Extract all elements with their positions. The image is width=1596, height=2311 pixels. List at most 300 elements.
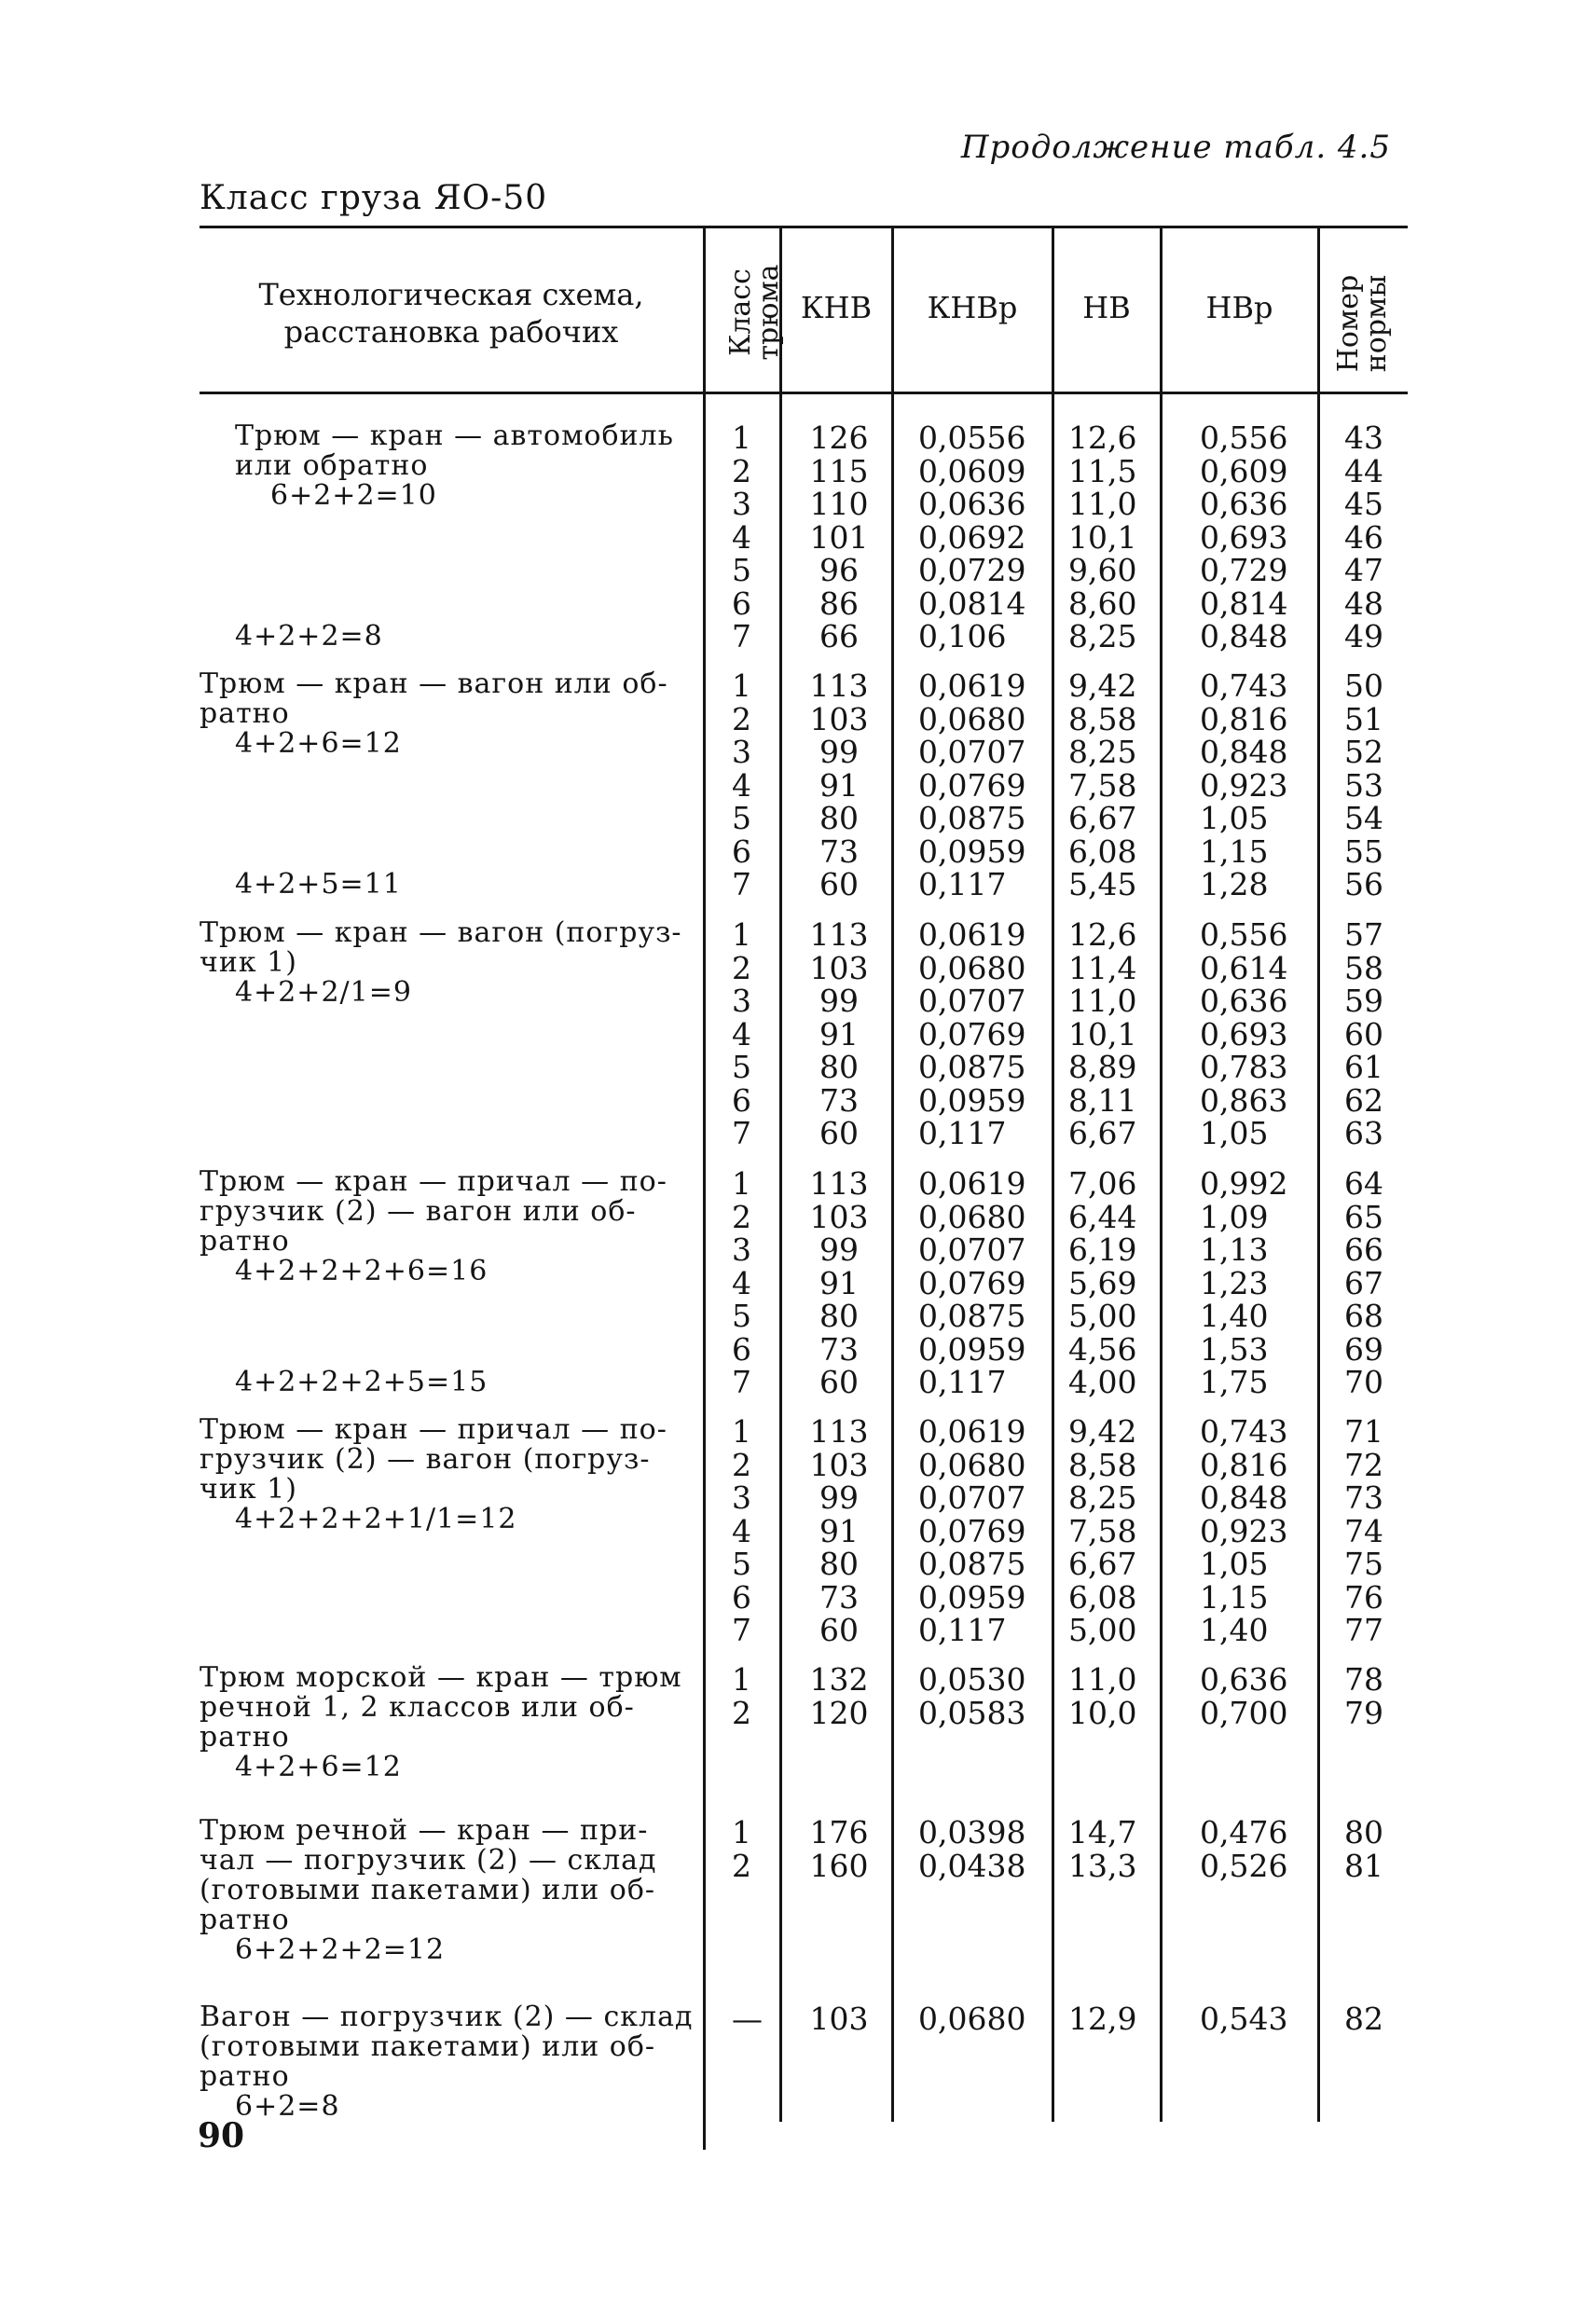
cell-hold-class: 7 [732,1612,751,1648]
scheme-line: (готовыми пакетами) или об- [200,2030,656,2063]
cell-knv-p: 0,0619 [918,916,1026,953]
cell-nv-p: 0,693 [1200,1015,1288,1052]
cell-norm-number: 54 [1344,800,1383,836]
cell-knv: 60 [819,1364,859,1400]
cell-knv-p: 0,0814 [918,585,1026,622]
cell-knv: 80 [819,1049,859,1085]
cell-knv: 60 [819,1115,859,1151]
cell-knv-p: 0,0875 [918,1546,1026,1582]
cell-knv: 99 [819,734,859,770]
cell-knv: 160 [809,1847,869,1884]
cell-hold-class: 6 [732,1578,751,1616]
cell-norm-number: 71 [1344,1413,1383,1450]
cell-knv: 80 [819,1546,859,1582]
table-row [0,1446,1596,1483]
cell-knv-p: 0,0556 [918,420,1026,456]
cell-norm-number: 63 [1344,1115,1383,1151]
cell-norm-number: 52 [1344,734,1383,770]
cell-knv-p: 0,0875 [918,800,1026,836]
cell-nv: 6,67 [1068,1546,1137,1582]
cell-hold-class: 4 [732,1264,751,1301]
cell-knv-p: 0,0769 [918,1015,1026,1052]
scheme-line: 6+2+2=10 [270,479,437,512]
table-row [0,1578,1596,1616]
cell-hold-class: 6 [732,832,751,870]
cell-norm-number: 67 [1344,1264,1383,1301]
table-row [0,1816,1596,1850]
cell-hold-class: 4 [732,766,751,804]
cell-knv-p: 0,117 [918,1612,1007,1648]
cell-norm-number: 43 [1344,420,1383,456]
cell-knv-p: 0,117 [918,1364,1007,1400]
scheme-line: чик 1) [200,946,297,979]
table-row [0,1847,1596,1884]
table-row [0,1366,1596,1399]
cell-nv: 7,58 [1068,766,1137,804]
cell-nv: 8,25 [1068,734,1137,770]
cell-norm-number: 69 [1344,1330,1383,1368]
cell-norm-number: 46 [1344,518,1383,556]
cell-norm-number: 77 [1344,1612,1383,1648]
cell-knv: 60 [819,1612,859,1648]
cell-knv: 60 [819,866,859,902]
scheme-line: 6+2=8 [235,2090,340,2123]
cell-nv-p: 0,700 [1200,1694,1288,1731]
table-row [0,452,1596,489]
cell-knv-p: 0,0707 [918,1479,1026,1516]
scheme-line: чик 1) [200,1473,297,1506]
cell-hold-class: 5 [732,552,751,588]
scheme-alt-formula: 4+2+5=11 [235,868,402,901]
cell-nv-p: 0,743 [1200,1413,1288,1450]
cell-knv-p: 0,0636 [918,486,1026,522]
cell-knv-p: 0,0729 [918,552,1026,588]
cell-nv: 8,25 [1068,1479,1137,1516]
cell-nv-p: 1,13 [1200,1231,1269,1268]
table-row [0,1694,1596,1731]
cell-nv-p: 1,15 [1200,832,1269,870]
cell-knv-p: 0,0609 [918,452,1026,489]
table-row [0,2002,1596,2036]
cell-nv-p: 1,05 [1200,1115,1269,1151]
scheme-line: Вагон — погрузчик (2) — склад [200,2001,694,2033]
cell-hold-class: 4 [732,1015,751,1052]
cell-knv: 86 [819,585,859,622]
table-row [0,1300,1596,1333]
cell-hold-class: 6 [732,1081,751,1119]
cell-knv: 73 [819,1330,859,1368]
cell-nv-p: 0,923 [1200,766,1288,804]
page-number: 90 [198,2116,245,2155]
table-row [0,587,1596,621]
cell-hold-class: 3 [732,486,751,522]
scheme-line: 4+2+6=12 [235,727,402,760]
cell-nv-p: 0,848 [1200,734,1288,770]
cell-norm-number: 55 [1344,832,1383,870]
cell-knv-p: 0,117 [918,1115,1007,1151]
cell-norm-number: 61 [1344,1049,1383,1085]
cell-hold-class: 3 [732,983,751,1019]
table-row [0,488,1596,521]
cell-nv-p: 0,636 [1200,1661,1288,1698]
cell-knv-p: 0,0959 [918,1330,1026,1368]
scheme-line: или обратно [235,449,429,482]
cell-nv: 10,1 [1068,1015,1137,1052]
cell-nv-p: 0,636 [1200,983,1288,1019]
cell-knv-p: 0,0583 [918,1694,1026,1731]
cell-nv-p: 0,526 [1200,1847,1288,1884]
scheme-alt-formula: 4+2+2=8 [235,620,383,653]
cell-hold-class: 7 [732,866,751,902]
table-row [0,518,1596,556]
cell-nv: 12,9 [1068,2001,1137,2037]
cell-nv: 8,25 [1068,618,1137,654]
cell-nv-p: 0,636 [1200,486,1288,522]
cell-knv: 113 [809,1165,869,1202]
scheme-line: Трюм — кран — вагон или об- [200,667,668,700]
table-row [0,1081,1596,1119]
cell-hold-class: 7 [732,1115,751,1151]
table-row [0,1015,1596,1052]
scheme-line: ратно [200,2060,290,2093]
table-row [0,832,1596,870]
cell-knv-p: 0,0692 [918,518,1026,556]
cell-nv-p: 1,05 [1200,800,1269,836]
cell-nv-p: 0,556 [1200,420,1288,456]
cell-knv-p: 0,0959 [918,1578,1026,1616]
table-row [0,1233,1596,1267]
cell-nv-p: 0,743 [1200,667,1288,704]
cell-norm-number: 72 [1344,1446,1383,1483]
header-scheme: Технологическая схема, расстановка рабочих [258,277,644,350]
cell-nv: 6,67 [1068,800,1137,836]
cell-hold-class: 1 [732,1165,751,1202]
table-row [0,700,1596,737]
cell-nv-p: 0,848 [1200,618,1288,654]
cell-knv: 103 [809,700,869,737]
cell-norm-number: 51 [1344,700,1383,737]
cell-nv: 6,19 [1068,1231,1137,1268]
cell-nv-p: 1,53 [1200,1330,1269,1368]
cell-knv-p: 0,0530 [918,1661,1026,1698]
cell-nv-p: 0,729 [1200,552,1288,588]
cell-norm-number: 82 [1344,2001,1383,2037]
cell-nv: 11,0 [1068,983,1137,1019]
cell-nv-p: 0,816 [1200,700,1288,737]
cell-nv: 11,4 [1068,949,1137,986]
cell-nv: 10,0 [1068,1694,1137,1731]
cell-knv: 91 [819,766,859,804]
cell-knv: 80 [819,800,859,836]
cell-knv: 96 [819,552,859,588]
cell-nv-p: 0,923 [1200,1512,1288,1549]
cell-nv-p: 1,09 [1200,1198,1269,1235]
cell-nv-p: 1,75 [1200,1364,1269,1400]
table-row [0,1415,1596,1449]
cell-knv-p: 0,0438 [918,1847,1026,1884]
cell-knv-p: 0,0619 [918,1165,1026,1202]
cell-nv-p: 1,23 [1200,1264,1269,1301]
cell-nv: 8,60 [1068,585,1137,622]
cell-hold-class: 4 [732,1512,751,1549]
scheme-line: 4+2+2+2+1/1=12 [235,1503,517,1535]
cell-knv-p: 0,0707 [918,983,1026,1019]
cell-nv: 8,58 [1068,1446,1137,1483]
cell-norm-number: 64 [1344,1165,1383,1202]
scheme-line: 6+2+2+2=12 [235,1933,446,1966]
cell-norm-number: 50 [1344,667,1383,704]
cell-knv: 113 [809,1413,869,1450]
cell-knv-p: 0,0707 [918,1231,1026,1268]
cell-knv: 132 [809,1661,869,1698]
scheme-line: ратно [200,1904,290,1936]
cell-knv-p: 0,0680 [918,949,1026,986]
cell-hold-class: 2 [732,1694,751,1731]
cell-hold-class: 3 [732,734,751,770]
cell-nv-p: 0,816 [1200,1446,1288,1483]
cargo-class-caption: Класс груза ЯО-50 [200,179,548,217]
scheme-line: Трюм морской — кран — трюм [200,1661,682,1694]
cell-hold-class: 3 [732,1479,751,1516]
cell-hold-class: 5 [732,1546,751,1582]
scheme-line: ратно [200,1225,290,1258]
scheme-line: Трюм — кран — вагон (погруз- [200,916,682,949]
cell-norm-number: 75 [1344,1546,1383,1582]
cell-knv: 110 [809,486,869,522]
cell-knv-p: 0,0769 [918,766,1026,804]
cell-hold-class: 1 [732,667,751,704]
cell-norm-number: 81 [1344,1847,1383,1884]
cell-knv: 91 [819,1512,859,1549]
cell-norm-number: 58 [1344,949,1383,986]
cell-nv-p: 0,614 [1200,949,1288,986]
cell-knv-p: 0,0875 [918,1298,1026,1334]
cell-nv: 11,5 [1068,452,1137,489]
cell-nv-p: 0,848 [1200,1479,1288,1516]
scheme-line: Трюм — кран — причал — по- [200,1165,667,1198]
cell-hold-class: 5 [732,1049,751,1085]
cell-norm-number: 44 [1344,452,1383,489]
cell-knv: 99 [819,983,859,1019]
cell-nv: 7,06 [1068,1165,1137,1202]
cell-nv: 10,1 [1068,518,1137,556]
cell-nv-p: 0,863 [1200,1081,1288,1119]
cell-hold-class: 6 [732,585,751,622]
cell-knv-p: 0,117 [918,866,1007,902]
scheme-line: 4+2+6=12 [235,1751,402,1783]
cell-norm-number: 45 [1344,486,1383,522]
cell-nv-p: 1,05 [1200,1546,1269,1582]
cell-nv: 14,7 [1068,1814,1137,1850]
scheme-line: Трюм речной — кран — при- [200,1814,649,1847]
cell-hold-class: 2 [732,700,751,737]
cell-norm-number: 66 [1344,1231,1383,1268]
cell-norm-number: 47 [1344,552,1383,588]
cell-knv: 103 [809,1446,869,1483]
cell-knv-p: 0,0959 [918,832,1026,870]
cell-knv: 80 [819,1298,859,1334]
cell-knv-p: 0,0680 [918,1198,1026,1235]
cell-hold-class: 7 [732,1364,751,1400]
cell-nv-p: 1,15 [1200,1578,1269,1616]
table-row [0,1264,1596,1301]
cell-nv: 6,67 [1068,1115,1137,1151]
cell-hold-class: 1 [732,1413,751,1450]
header-knv-p: КНВр [927,290,1018,325]
scheme-line: ратно [200,697,290,730]
cell-hold-class: 5 [732,800,751,836]
cell-knv-p: 0,0680 [918,1446,1026,1483]
cell-nv-p: 0,476 [1200,1814,1288,1850]
cell-norm-number: 57 [1344,916,1383,953]
cell-nv-p: 0,992 [1200,1165,1288,1202]
cell-nv: 8,11 [1068,1081,1137,1119]
cell-hold-class: 6 [732,1330,751,1368]
cell-knv-p: 0,0875 [918,1049,1026,1085]
cell-nv: 4,00 [1068,1364,1137,1400]
scheme-line: ратно [200,1721,290,1754]
cell-nv: 5,45 [1068,866,1137,902]
cell-nv: 9,42 [1068,1413,1137,1450]
cell-knv: 176 [809,1814,869,1850]
cell-nv: 12,6 [1068,916,1137,953]
cell-nv: 5,00 [1068,1298,1137,1334]
cell-nv: 5,00 [1068,1612,1137,1648]
table-row [0,949,1596,986]
cell-hold-class: — [732,2001,763,2037]
cell-norm-number: 74 [1344,1512,1383,1549]
cell-knv-p: 0,0619 [918,667,1026,704]
cell-knv: 126 [809,420,869,456]
table-row [0,1198,1596,1235]
table-row [0,669,1596,703]
cell-knv-p: 0,0769 [918,1264,1026,1301]
cell-nv: 6,08 [1068,832,1137,870]
scheme-alt-formula: 4+2+2+2+5=15 [235,1366,488,1398]
cell-knv: 99 [819,1479,859,1516]
cell-nv-p: 0,783 [1200,1049,1288,1085]
cell-knv: 73 [819,1578,859,1616]
cell-norm-number: 56 [1344,866,1383,902]
cell-hold-class: 1 [732,916,751,953]
cell-nv-p: 0,609 [1200,452,1288,489]
scheme-line: чал — погрузчик (2) — склад [200,1844,657,1877]
table-row [0,1117,1596,1150]
cell-nv: 7,58 [1068,1512,1137,1549]
table-row [0,421,1596,455]
cell-hold-class: 7 [732,618,751,654]
cell-nv: 9,60 [1068,552,1137,588]
cell-norm-number: 73 [1344,1479,1383,1516]
cell-nv: 9,42 [1068,667,1137,704]
table-row [0,554,1596,587]
table-row [0,736,1596,769]
cell-knv: 113 [809,916,869,953]
scheme-line: речной 1, 2 классов или об- [200,1691,635,1724]
header-hold-class: Класс трюма [724,264,785,361]
cell-nv-p: 0,693 [1200,518,1288,556]
cell-nv: 12,6 [1068,420,1137,456]
scheme-line: (готовыми пакетами) или об- [200,1874,656,1906]
cell-norm-number: 76 [1344,1578,1383,1616]
cell-knv: 91 [819,1264,859,1301]
cell-knv-p: 0,0959 [918,1081,1026,1119]
table-row [0,766,1596,804]
cell-knv-p: 0,0680 [918,2001,1026,2037]
cell-knv-p: 0,0680 [918,700,1026,737]
cell-knv: 99 [819,1231,859,1268]
cell-hold-class: 5 [732,1298,751,1334]
cell-knv: 113 [809,667,869,704]
scheme-line: Трюм — кран — автомобиль [235,420,674,452]
table-row [0,868,1596,901]
cell-nv: 8,58 [1068,700,1137,737]
continuation-caption: Продолжение табл. 4.5 [960,129,1391,166]
header-nv-p: НВр [1205,290,1273,325]
scheme-line: грузчик (2) — вагон (погруз- [200,1443,651,1476]
cell-knv: 120 [809,1694,869,1731]
table-row [0,620,1596,653]
table-row [0,918,1596,952]
cell-knv: 73 [819,1081,859,1119]
table-row [0,984,1596,1018]
table-row [0,1167,1596,1201]
cell-knv: 101 [809,518,869,556]
cell-nv: 8,89 [1068,1049,1137,1085]
cell-hold-class: 2 [732,452,751,489]
cell-norm-number: 48 [1344,585,1383,622]
cell-knv: 103 [809,2001,869,2037]
cell-norm-number: 68 [1344,1298,1383,1334]
header-knv: КНВ [800,290,873,325]
cell-norm-number: 80 [1344,1814,1383,1850]
cell-norm-number: 53 [1344,766,1383,804]
cell-knv: 103 [809,1198,869,1235]
cell-hold-class: 1 [732,1661,751,1698]
cell-nv: 4,56 [1068,1330,1137,1368]
table-row [0,1663,1596,1697]
cell-knv-p: 0,0398 [918,1814,1026,1850]
table-top-rule [200,226,1408,228]
cell-knv-p: 0,0619 [918,1413,1026,1450]
cell-knv: 115 [809,452,869,489]
table-header-rule [200,392,1408,394]
cell-knv: 73 [819,832,859,870]
table-row [0,1548,1596,1581]
cell-norm-number: 59 [1344,983,1383,1019]
cell-norm-number: 79 [1344,1694,1383,1731]
table-row [0,1614,1596,1647]
cell-norm-number: 49 [1344,618,1383,654]
cell-norm-number: 70 [1344,1364,1383,1400]
cell-hold-class: 2 [732,1198,751,1235]
cell-nv: 6,08 [1068,1578,1137,1616]
scheme-line: грузчик (2) — вагон или об- [200,1195,637,1228]
cell-nv-p: 0,556 [1200,916,1288,953]
cell-hold-class: 1 [732,420,751,456]
cell-nv: 6,44 [1068,1198,1137,1235]
cell-hold-class: 4 [732,518,751,556]
cell-knv-p: 0,0707 [918,734,1026,770]
cell-norm-number: 62 [1344,1081,1383,1119]
cell-nv-p: 0,543 [1200,2001,1288,2037]
scheme-line: Трюм — кран — причал — по- [200,1413,667,1446]
cell-nv: 11,0 [1068,1661,1137,1698]
cell-hold-class: 3 [732,1231,751,1268]
cell-nv: 13,3 [1068,1847,1137,1884]
cell-norm-number: 65 [1344,1198,1383,1235]
table-row [0,1512,1596,1549]
